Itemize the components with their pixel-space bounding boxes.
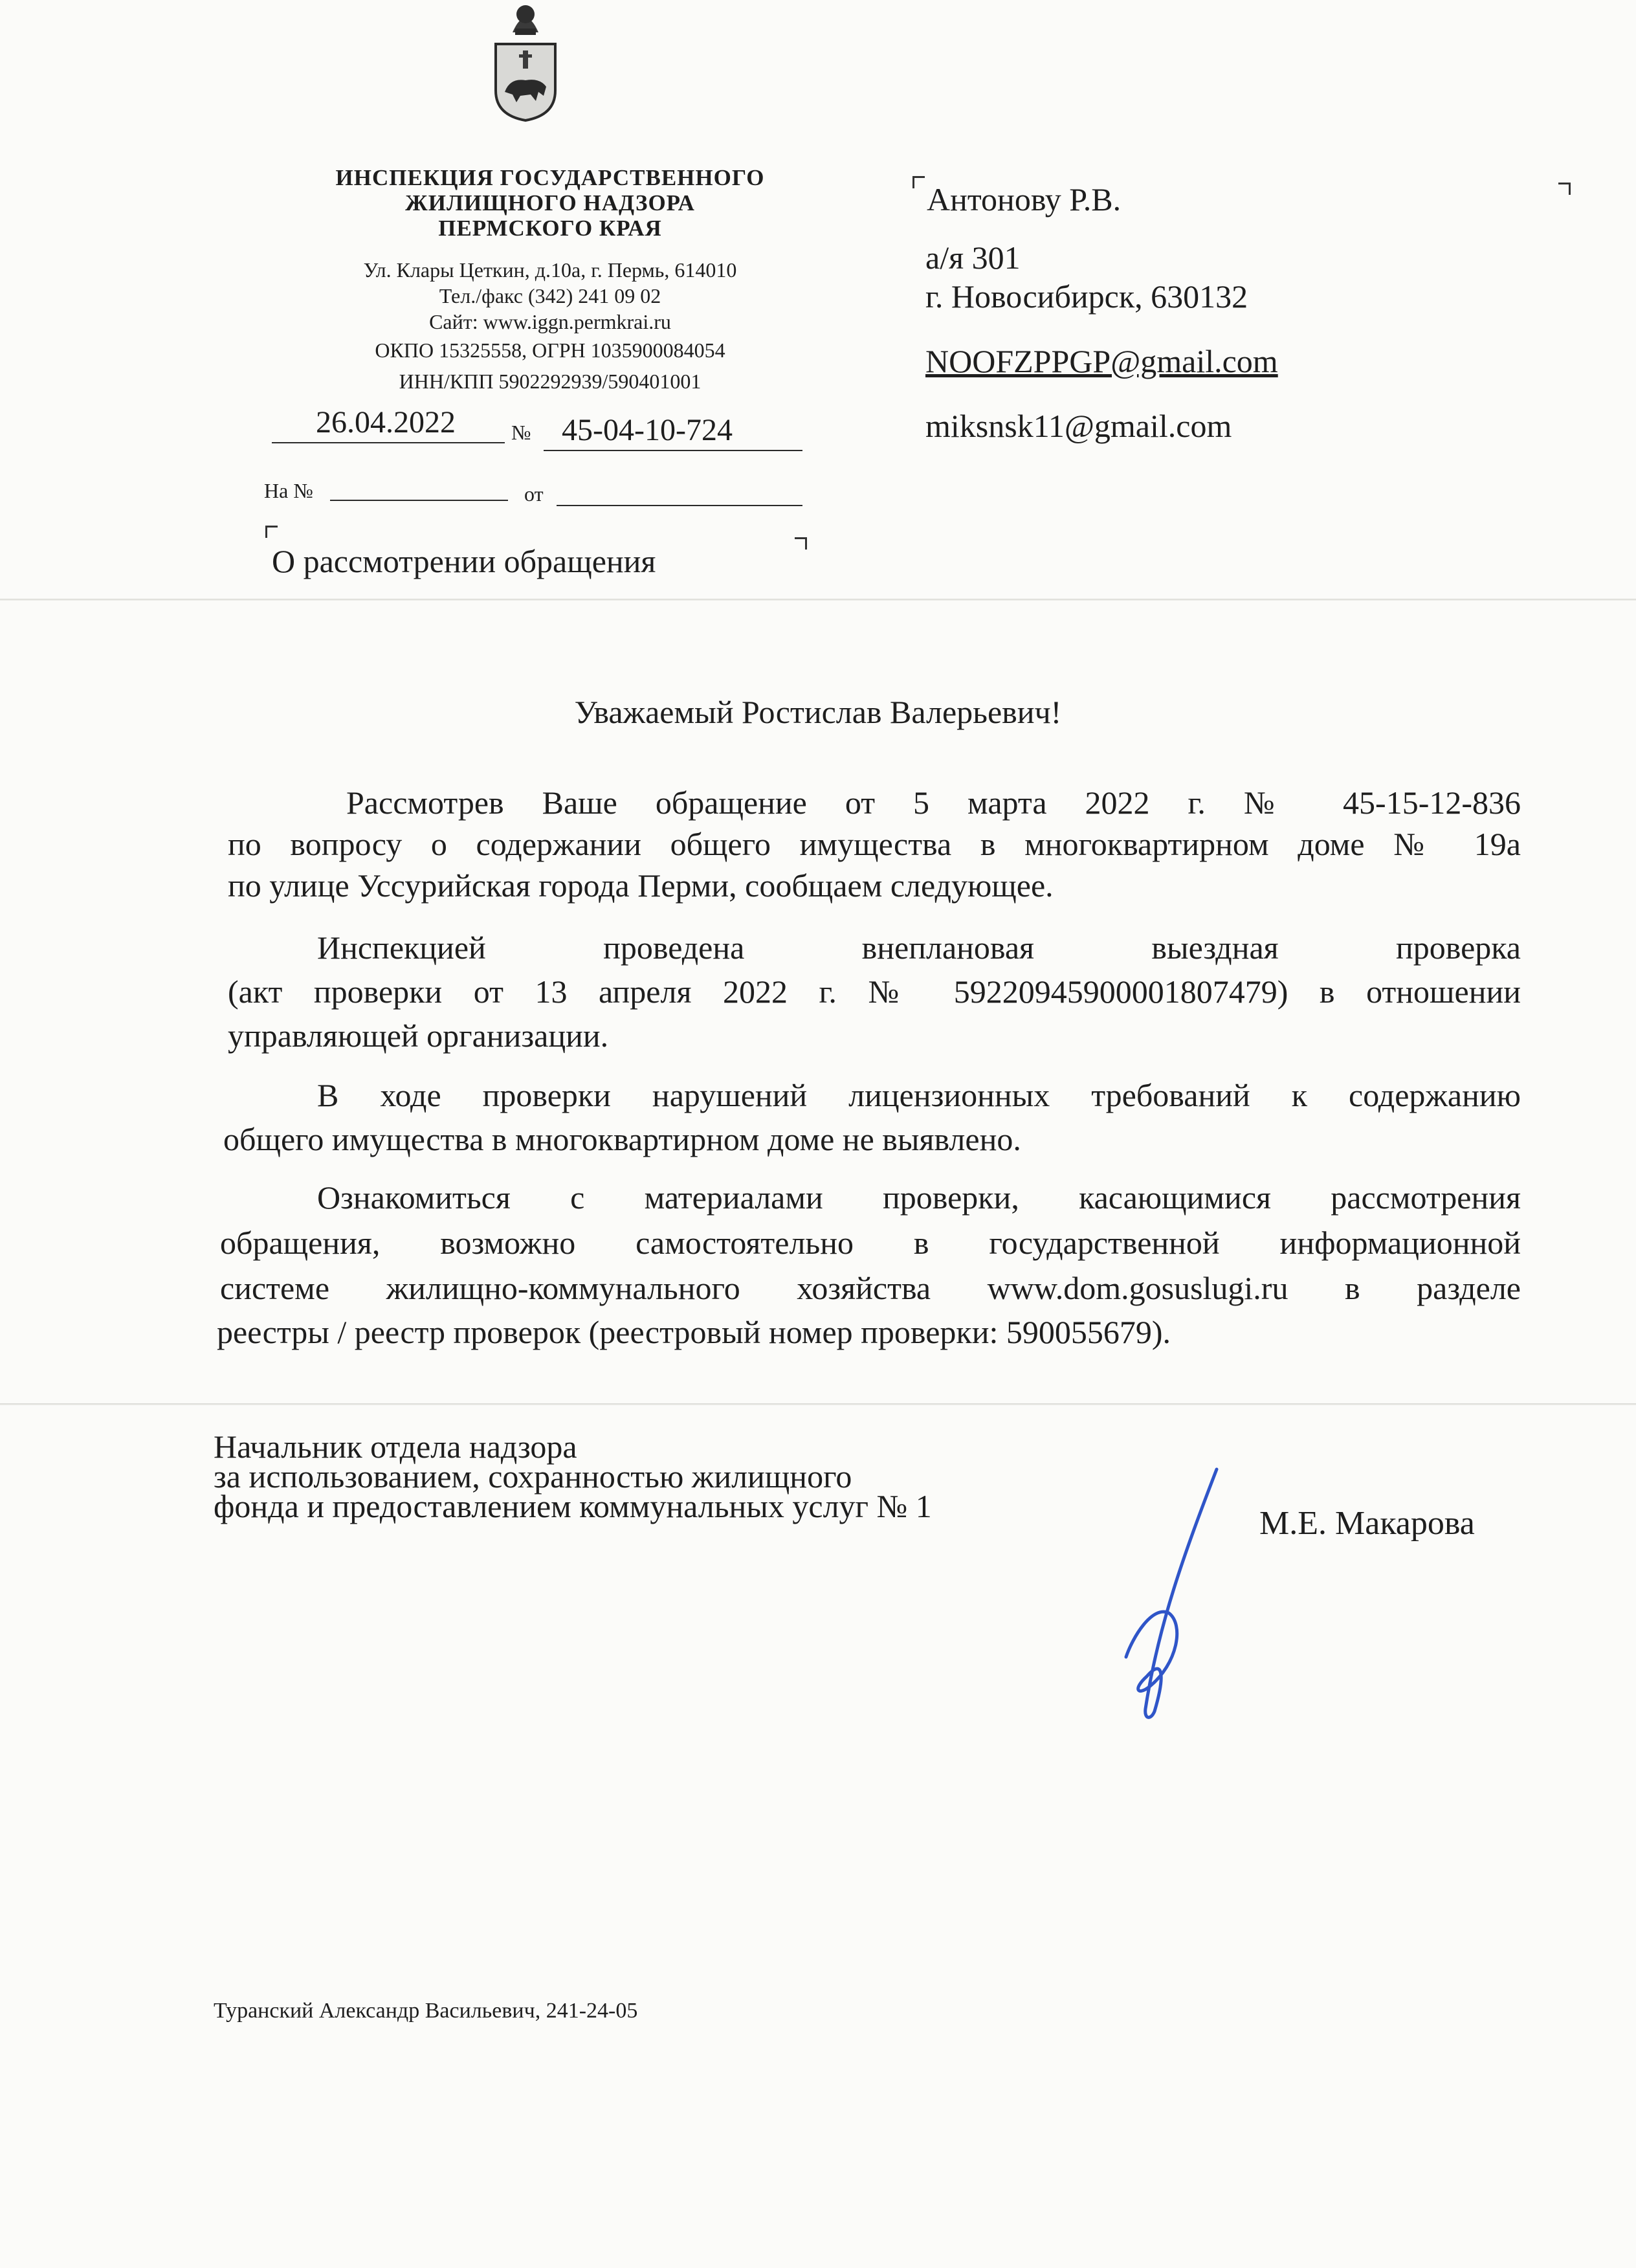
paragraph-1-line: по улице Уссурийская города Перми, сообщаем следующее.: [228, 867, 1054, 904]
org-inn: ИНН/КПП 5902292939/590401001: [399, 370, 702, 393]
handwritten-signature: [1087, 1463, 1243, 1735]
letter-number: 45-04-10-724: [562, 413, 733, 447]
coat-of-arms-icon: [487, 0, 564, 123]
number-label: №: [511, 421, 531, 444]
recipient-email-2: miksnsk11@gmail.com: [925, 408, 1232, 444]
org-address: Ул. Клары Цеткин, д.10а, г. Пермь, 614010: [363, 258, 737, 282]
paragraph-2-line: (акт проверки от 13 апреля 2022 г. № 59220945900001807479) в отношении: [228, 973, 1521, 1010]
recipient-corner-right: [1558, 183, 1571, 195]
org-name-line3: ПЕРМСКОГО КРАЯ: [438, 216, 662, 241]
number-underline: [544, 450, 802, 451]
recipient-name: Антонову Р.В.: [927, 181, 1122, 217]
ref-from-label: от: [524, 482, 544, 506]
ref-underline: [330, 500, 508, 501]
signatory-title-line: Начальник отдела надзора: [214, 1429, 577, 1465]
org-site: Сайт: www.iggn.permkrai.ru: [429, 310, 671, 333]
subject-corner-left: [265, 526, 278, 538]
paragraph-2-line: Инспекцией проведена внеплановая выездная проверка: [317, 929, 1521, 966]
executor-contact: Туранский Александр Васильевич, 241-24-05: [214, 1999, 638, 2023]
org-okpo: ОКПО 15325558, ОГРН 1035900084054: [375, 339, 725, 362]
salutation: Уважаемый Ростислав Валерьевич!: [574, 694, 1062, 730]
recipient-corner-left: [912, 176, 925, 188]
letter-date: 26.04.2022: [316, 405, 456, 439]
ref-label: На №: [264, 479, 313, 502]
fold-line: [0, 1403, 1636, 1405]
paragraph-4-line: реестры / реестр проверок (реестровый номер проверки: 590055679).: [217, 1314, 1171, 1350]
signatory-name: М.Е. Макарова: [1259, 1505, 1475, 1542]
date-underline: [272, 442, 505, 443]
paragraph-3-line: общего имущества в многоквартирном доме не выявлено.: [223, 1121, 1021, 1157]
paragraph-4-line: обращения, возможно самостоятельно в государственной информационной: [220, 1225, 1521, 1261]
letter-subject: О рассмотрении обращения: [272, 543, 656, 579]
signatory-title-line: за использованием, сохранностью жилищного: [214, 1458, 852, 1495]
recipient-city: г. Новосибирск, 630132: [925, 278, 1248, 315]
recipient-email-1[interactable]: NOOFZPPGP@gmail.com: [925, 343, 1278, 379]
paragraph-1-line: по вопросу о содержании общего имущества в многоквартирном доме № 19а: [228, 826, 1521, 862]
fold-line: [0, 599, 1636, 601]
paragraph-4-line: системе жилищно-коммунального хозяйства www.dom.gosuslugi.ru в разделе: [220, 1270, 1521, 1306]
paragraph-1-line: Рассмотрев Ваше обращение от 5 марта 2022 г. № 45-15-12-836: [346, 784, 1521, 821]
signatory-title-line: фонда и предоставлением коммунальных услуг № 1: [214, 1488, 932, 1524]
subject-corner-right: [795, 537, 807, 550]
paragraph-4-line: Ознакомиться с материалами проверки, касающимися рассмотрения: [317, 1179, 1521, 1216]
ref-from-underline: [557, 505, 802, 506]
org-phone: Тел./факс (342) 241 09 02: [439, 284, 661, 307]
paragraph-2-line: управляющей организации.: [228, 1017, 609, 1054]
org-name-line1: ИНСПЕКЦИЯ ГОСУДАРСТВЕННОГО: [335, 165, 765, 190]
org-name-line2: ЖИЛИЩНОГО НАДЗОРА: [405, 190, 695, 216]
paragraph-3-line: В ходе проверки нарушений лицензионных требований к содержанию: [317, 1077, 1521, 1113]
recipient-po-box: а/я 301: [925, 239, 1021, 276]
